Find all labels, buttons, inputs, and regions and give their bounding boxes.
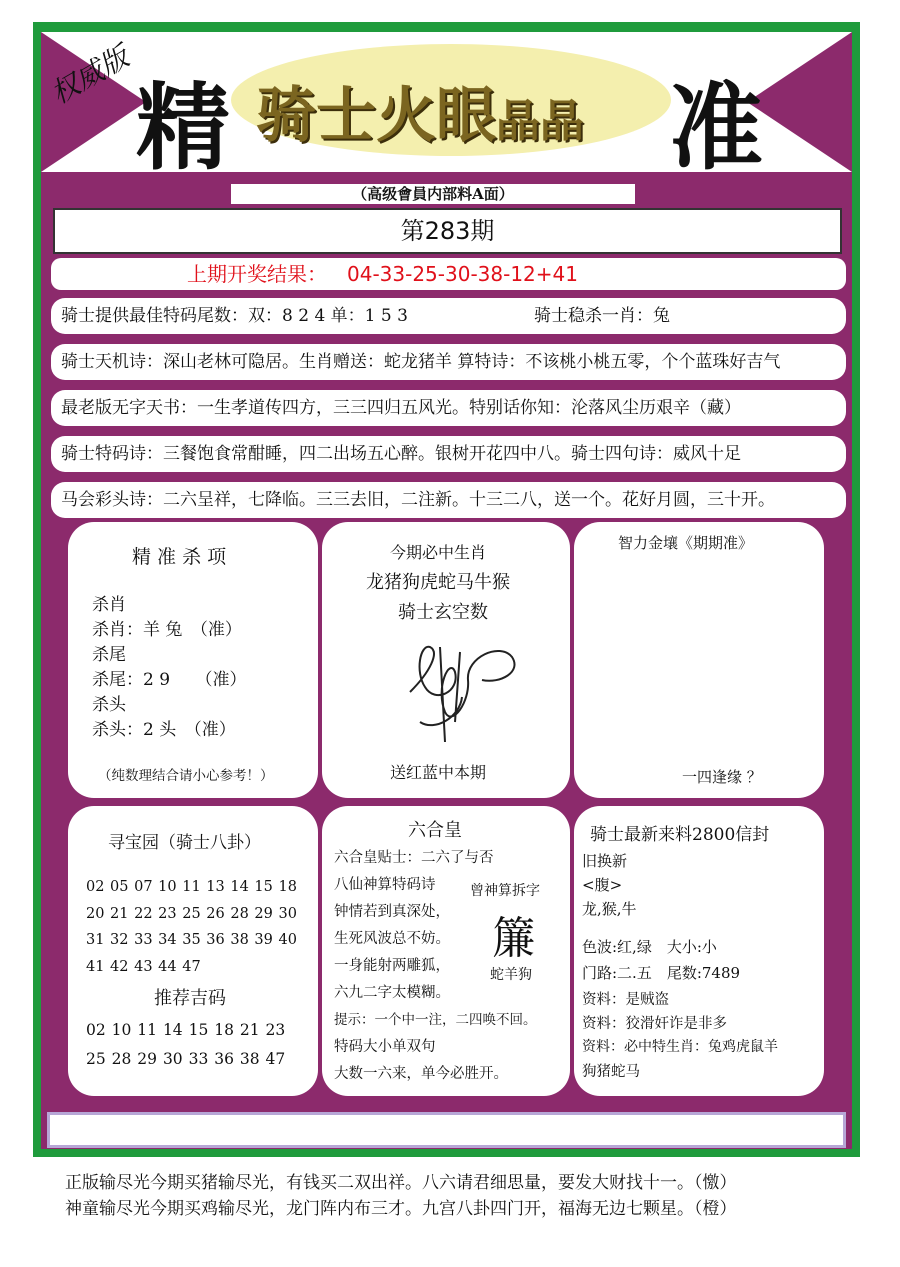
liuhe-big-char: 簾 [492, 913, 536, 964]
zodiac-subtitle: 骑士玄空数 [398, 602, 488, 623]
latest-panel [574, 806, 824, 1096]
info-row-text: 骑士天机诗：深山老林可隐居。生肖赠送：蛇龙猪羊 算特诗：不该桃小桃五零，个个蓝珠好吉气 [61, 352, 781, 372]
gold-title: 智力金壤《期期准》 [618, 534, 754, 552]
liuhe-title: 六合皇 [408, 820, 462, 841]
latest-line: 资料：是贼盗 [582, 992, 669, 1008]
brand-small: 晶晶 [496, 96, 584, 147]
number-row: 20 21 22 23 25 26 28 29 30 [86, 905, 297, 922]
period-number: 第283期 [400, 217, 495, 245]
latest-line: 狗猪蛇马 [582, 1064, 640, 1080]
number-row: 25 28 29 30 33 36 38 47 [86, 1050, 286, 1068]
page-frame [33, 22, 860, 1157]
brand-main: 骑士火眼 [256, 81, 496, 151]
info-row-text: 骑士特码诗：三餐饱食常酣睡，四二出场五心醉。银树开花四中八。骑士四句诗：威风十足 [61, 444, 741, 464]
kill-note: （纯数理结合请小心参考！） [98, 768, 274, 784]
last-result-bar [51, 258, 846, 290]
zodiac-panel [322, 522, 570, 798]
liuhe-line: 六合皇贴士：二六了与否 [334, 850, 494, 866]
latest-line: 旧换新 [582, 852, 628, 870]
kill-panel-title: 精 准 杀 项 [132, 546, 227, 568]
last-result-numbers: 04-33-25-30-38-12+41 [347, 262, 578, 286]
period-bar [53, 208, 842, 254]
signature-mark [400, 632, 530, 742]
liuhe-line: 提示：一个中一注，二四唤不回。 [334, 1012, 537, 1028]
zodiac-title: 今期必中生肖 [390, 543, 487, 562]
kill-line: 杀头：2 头 （准） [92, 720, 236, 740]
info-row [51, 390, 846, 426]
liuhe-line: 一身能射两雕狐， [334, 958, 450, 974]
number-row: 02 10 11 14 15 18 21 23 [86, 1021, 286, 1039]
liuhe-line: 大数一六来，单今必胜开。 [334, 1066, 508, 1082]
latest-line: 龙,猴,牛 [582, 900, 637, 918]
gold-panel [574, 522, 824, 798]
latest-line: 门路:二.五 尾数:7489 [582, 964, 741, 982]
kill-line: 杀肖：羊 兔 （准） [92, 620, 242, 640]
lucky-numbers [86, 1016, 316, 1074]
treasure-numbers [86, 874, 316, 980]
latest-line: 资料：必中特生肖：兔鸡虎鼠羊 [582, 1039, 778, 1055]
latest-line: 资料：狡滑奸诈是非多 [582, 1016, 727, 1032]
page-body [41, 32, 852, 1149]
liuhe-line: 八仙神算特码诗 [334, 877, 436, 893]
footer-line: 神童输尽光今期买鸡输尽光，龙门阵内布三才。九宫八卦四门开，福海无边七颗星。（橙） [65, 1199, 737, 1219]
kill-line: 杀尾 [92, 645, 126, 665]
latest-line: <腹> [582, 876, 623, 894]
header [41, 32, 852, 172]
subtitle-bar: （高级會員内部料A面） [231, 184, 635, 204]
kill-line: 杀头 [92, 695, 126, 715]
authority-badge: 权威版 [45, 40, 135, 111]
liuhe-side-zodiac: 蛇羊狗 [490, 967, 532, 983]
info-row [51, 436, 846, 472]
liuhe-line: 钟情若到真深处， [334, 904, 450, 920]
info-row [51, 482, 846, 518]
treasure-panel [68, 806, 318, 1096]
kill-panel [68, 522, 318, 798]
footer-bar [47, 1112, 846, 1148]
liuhe-line: 特码大小单双句 [334, 1039, 436, 1055]
liuhe-line: 生死风波总不妨。 [334, 931, 450, 947]
info-row-text: 骑士提供最佳特码尾数：双：8 2 4 单：1 5 3 [61, 306, 408, 326]
kill-line: 杀肖 [92, 595, 126, 615]
number-row: 41 42 43 44 47 [86, 958, 201, 975]
info-row [51, 298, 846, 334]
gold-footer: 一四逢缘 ？ [682, 768, 762, 786]
liuhe-line: 六九二字太模糊。 [334, 985, 450, 1001]
brand-title [256, 68, 584, 154]
info-row-text: 最老版无字天书：一生孝道传四方，三三四归五风光。特别话你知：沦落风尘历艰辛（藏） [61, 398, 741, 418]
lucky-title: 推荐吉码 [154, 988, 226, 1009]
info-row-text: 马会彩头诗：二六呈祥，七降临。三三去旧，二注新。十三二八，送一个。花好月圆，三十开。 [61, 490, 775, 510]
latest-line: 色波:红,绿 大小:小 [582, 938, 717, 956]
last-result-label: 上期开奖结果： [187, 262, 327, 286]
info-row [51, 344, 846, 380]
kill-line: 杀尾：2 9 （准） [92, 670, 247, 690]
footer-line: 正版输尽光今期买猪输尽光，有钱买二双出祥。八六请君细思量，要发大财找十一。（憿） [65, 1173, 737, 1193]
info-row-right: 骑士稳杀一肖：兔 [534, 306, 670, 326]
zodiac-footer: 送红蓝中本期 [390, 763, 487, 782]
liuhe-side-title: 曾神算拆字 [470, 883, 540, 899]
number-row: 31 32 33 34 35 36 38 39 40 [86, 932, 297, 948]
header-left-char: 精 [136, 74, 231, 172]
zodiac-list: 龙猪狗虎蛇马牛猴 [366, 572, 510, 593]
latest-title: 骑士最新来料2800信封 [590, 825, 770, 845]
treasure-title: 寻宝园（骑士八卦） [108, 833, 261, 853]
liuhe-panel [322, 806, 570, 1096]
header-right-char: 准 [669, 74, 764, 172]
number-row: 02 05 07 10 11 13 14 15 18 [86, 879, 297, 895]
